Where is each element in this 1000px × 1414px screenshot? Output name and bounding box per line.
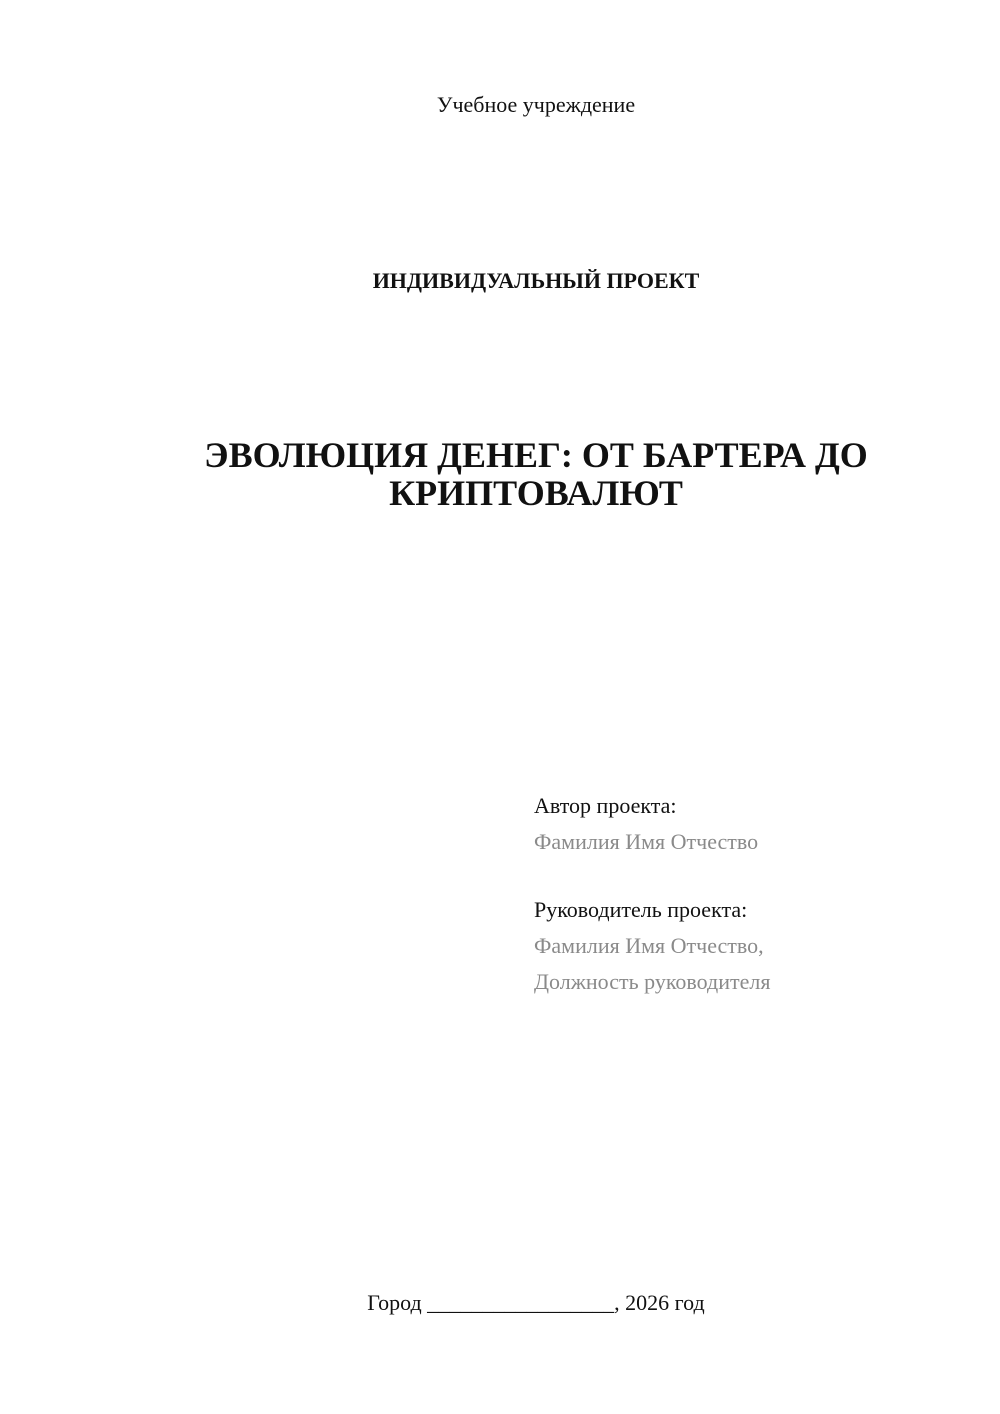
city-label: Город	[367, 1290, 422, 1315]
institution-name: Учебное учреждение	[436, 92, 636, 117]
project-title-line-1: ЭВОЛЮЦИЯ ДЕНЕГ: ОТ БАРТЕРА ДО	[204, 435, 868, 475]
supervisor-label: Руководитель проекта:	[534, 897, 748, 922]
city-blank: _________________	[427, 1290, 615, 1315]
project-title-line-2: КРИПТОВАЛЮТ	[389, 473, 683, 513]
project-type-heading: ИНДИВИДУАЛЬНЫЙ ПРОЕКТ	[372, 268, 700, 293]
project-title	[150, 436, 922, 512]
project-info-block	[534, 788, 954, 1000]
supervisor-position-placeholder: Должность руководителя	[534, 969, 771, 994]
author-name-placeholder: Фамилия Имя Отчество	[534, 829, 759, 854]
supervisor-name-placeholder: Фамилия Имя Отчество,	[534, 933, 764, 958]
city-year-line	[0, 1290, 1000, 1316]
spacer	[534, 860, 954, 892]
author-label: Автор проекта:	[534, 793, 677, 818]
year-text: , 2026 год	[614, 1290, 705, 1315]
